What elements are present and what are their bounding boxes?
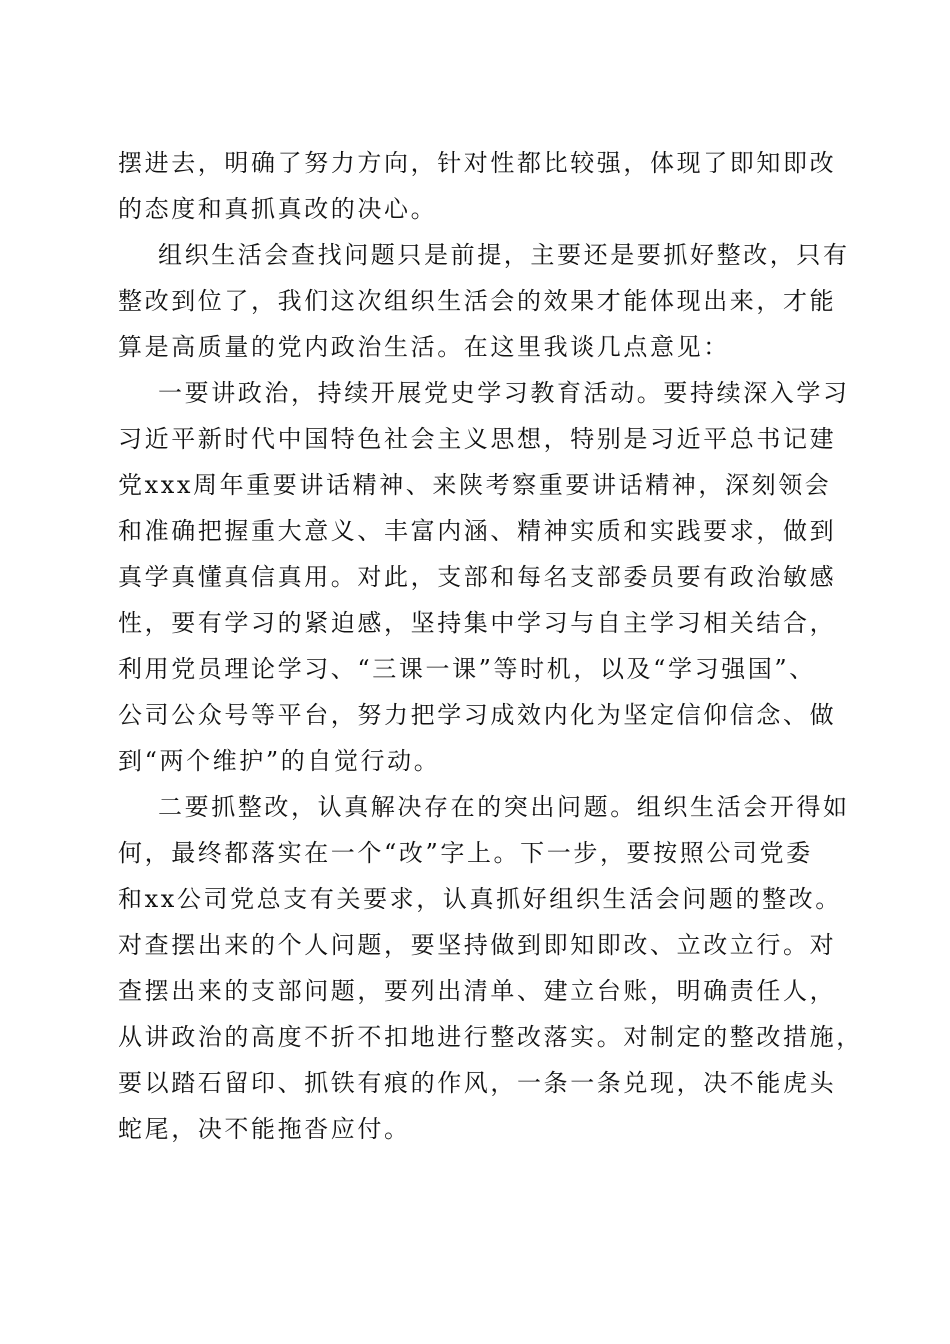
text-line: 蛇尾，决不能拖沓应付。 [118,1115,411,1143]
text-line: 组织生活会查找问题只是前提，主要还是要抓好整改，只有 [158,241,850,269]
text-line: 算是高质量的党内政治生活。在这里我谈几点意见： [118,333,730,361]
text-line: 公司公众号等平台，努力把学习成效内化为坚定信仰信念、做 [118,701,837,729]
text-line: 一要讲政治，持续开展党史学习教育活动。要持续深入学习 [158,379,850,407]
text-line: 利用党员理论学习、“三课一课”等时机，以及“学习强国”、 [118,655,816,683]
text-line: 到“两个维护”的自觉行动。 [118,747,441,775]
text-line: 要以踏石留印、抓铁有痕的作风，一条一条兑现，决不能虎头 [118,1069,837,1097]
text-line: 整改到位了，我们这次组织生活会的效果才能体现出来，才能 [118,287,837,315]
text-line: 摆进去，明确了努力方向，针对性都比较强，体现了即知即改 [118,149,837,177]
text-line: 从讲政治的高度不折不扣地进行整改落实。对制定的整改措施， [118,1023,863,1051]
text-line: 和xx公司党总支有关要求，认真抓好组织生活会问题的整改。 [118,885,842,913]
text-line: 习近平新时代中国特色社会主义思想，特别是习近平总书记建 [118,425,837,453]
text-line: 查摆出来的支部问题，要列出清单、建立台账，明确责任人， [118,977,837,1005]
text-line: 党xxx周年重要讲话精神、来陕考察重要讲话精神，深刻领会 [118,471,832,499]
text-line: 的态度和真抓真改的决心。 [118,195,438,223]
text-line: 何，最终都落实在一个“改”字上。下一步，要按照公司党委 [118,839,813,867]
text-line: 和准确把握重大意义、丰富内涵、精神实质和实践要求，做到 [118,517,837,545]
text-line: 对查摆出来的个人问题，要坚持做到即知即改、立改立行。对 [118,931,837,959]
text-line: 二要抓整改，认真解决存在的突出问题。组织生活会开得如 [158,793,850,821]
text-line: 性，要有学习的紧迫感，坚持集中学习与自主学习相关结合， [118,609,837,637]
body-text [118,140,863,1152]
text-line: 真学真懂真信真用。对此，支部和每名支部委员要有政治敏感 [118,563,837,591]
